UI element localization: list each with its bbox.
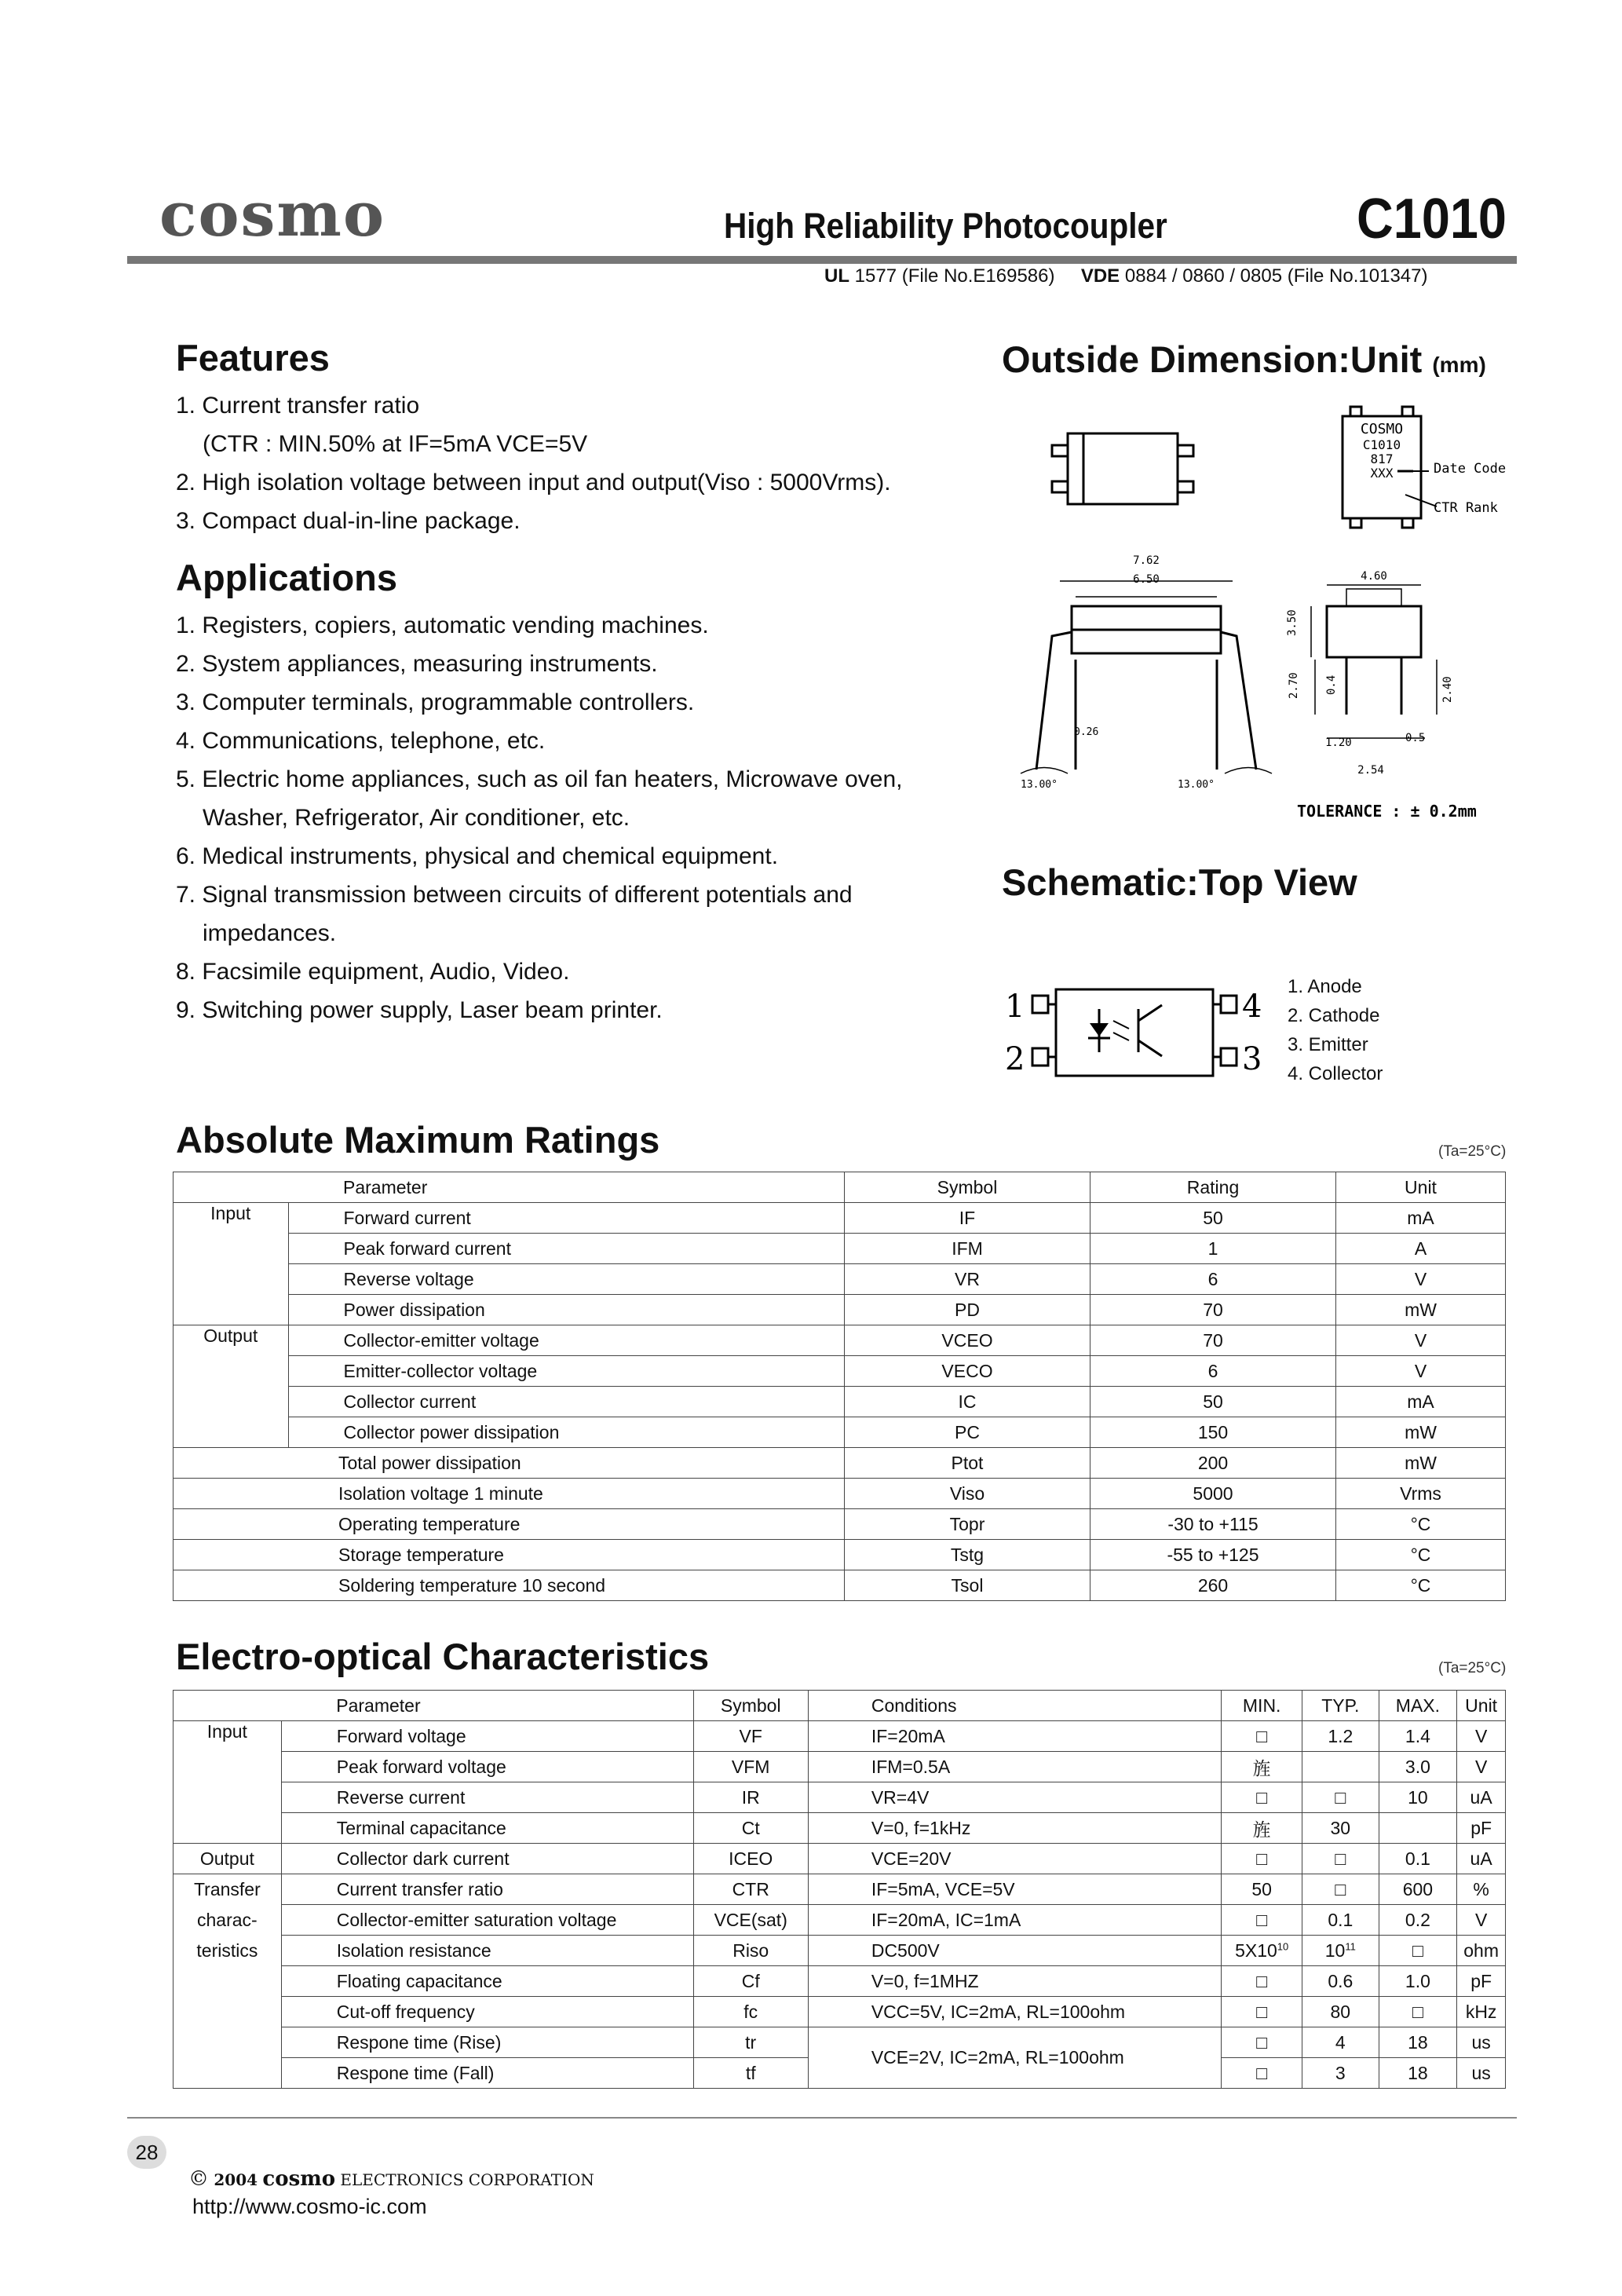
- cell-max: 18: [1379, 2027, 1457, 2058]
- table-row: [174, 1234, 1506, 1264]
- cell-min: □: [1222, 1905, 1302, 1936]
- cell-max: 18: [1379, 2058, 1457, 2089]
- led-diode-icon: [1090, 1023, 1109, 1036]
- cell-conditions: IF=20mA: [808, 1721, 1221, 1752]
- cell-parameter: Soldering temperature 10 second: [174, 1570, 845, 1601]
- cell-min: □: [1222, 1782, 1302, 1813]
- list-item: 4. Collector: [1288, 1063, 1383, 1084]
- col-header-symbol: Symbol: [693, 1691, 808, 1721]
- cell-typ: 1.2: [1302, 1721, 1379, 1752]
- eoc-condition: (Ta=25°C): [1438, 1660, 1507, 1676]
- cell-symbol: Tstg: [845, 1540, 1090, 1570]
- dim-04: 0.4: [1325, 675, 1338, 695]
- cell-min: 旌: [1222, 1813, 1302, 1844]
- cell-typ: □: [1302, 1844, 1379, 1874]
- pin-list: [1288, 972, 1383, 1088]
- col-header-unit: Unit: [1336, 1172, 1506, 1203]
- cell-unit: %: [1457, 1874, 1506, 1905]
- cell-rating: 150: [1090, 1417, 1336, 1448]
- cell-rating: -55 to +125: [1090, 1540, 1336, 1570]
- table-row: [174, 2027, 1506, 2058]
- cell-unit: V: [1336, 1325, 1506, 1356]
- dim-460: 4.60: [1361, 570, 1387, 583]
- cell-parameter: Respone time (Fall): [281, 2058, 693, 2089]
- pin-4-label: 4: [1242, 989, 1262, 1025]
- cell-unit: us: [1457, 2058, 1506, 2089]
- footer-brand: cosmo: [262, 2167, 336, 2191]
- cell-conditions: IFM=0.5A: [808, 1752, 1221, 1782]
- dim-350: 3.50: [1286, 609, 1299, 636]
- cell-rating: 70: [1090, 1295, 1336, 1325]
- cell-min: [1222, 1936, 1302, 1966]
- cell-symbol: Viso: [845, 1479, 1090, 1509]
- cell-conditions: V=0, f=1kHz: [808, 1813, 1221, 1844]
- cell-min-base: 5X10: [1235, 1940, 1277, 1961]
- table-header-row: [174, 1691, 1506, 1721]
- group-output: Output: [174, 1844, 282, 1874]
- cell-parameter: Collector dark current: [281, 1844, 693, 1874]
- dim-05: 0.5: [1405, 732, 1426, 744]
- applications-list: [176, 606, 902, 1029]
- cell-parameter: Isolation resistance: [281, 1936, 693, 1966]
- applications-heading: Applications: [176, 557, 398, 598]
- page-number: 28: [127, 2136, 166, 2169]
- marking-line-3: 817: [1370, 452, 1394, 466]
- cell-typ: [1302, 1752, 1379, 1782]
- col-header-symbol: Symbol: [845, 1172, 1090, 1203]
- table-row: [174, 1540, 1506, 1570]
- col-header-parameter: Parameter: [288, 1172, 845, 1203]
- amr-table: [173, 1172, 1506, 1601]
- package-side-view: [1021, 581, 1272, 773]
- table-header-row: [174, 1172, 1506, 1203]
- cell-typ: 0.6: [1302, 1966, 1379, 1997]
- cell-parameter: Operating temperature: [174, 1509, 845, 1540]
- cell-symbol: VCE(sat): [693, 1905, 808, 1936]
- cell-symbol: VECO: [845, 1356, 1090, 1387]
- table-row: [174, 1203, 1506, 1234]
- table-row: [174, 1782, 1506, 1813]
- table-row: [174, 1844, 1506, 1874]
- features-list: [176, 386, 891, 540]
- group-input: Input: [174, 1721, 282, 1844]
- cell-typ: 80: [1302, 1997, 1379, 2027]
- cell-symbol: ICEO: [693, 1844, 808, 1874]
- cell-symbol: VR: [845, 1264, 1090, 1295]
- cell-rating: 200: [1090, 1448, 1336, 1479]
- table-row: [174, 1813, 1506, 1844]
- cell-typ: □: [1302, 1874, 1379, 1905]
- website-link[interactable]: http://www.cosmo-ic.com: [192, 2195, 427, 2218]
- cell-unit: mW: [1336, 1417, 1506, 1448]
- cell-unit: V: [1457, 1905, 1506, 1936]
- cell-symbol: VFM: [693, 1752, 808, 1782]
- vde-cert: 0884 / 0860 / 0805 (File No.101347): [1124, 265, 1428, 287]
- cell-unit: pF: [1457, 1813, 1506, 1844]
- pin-3-label: 3: [1242, 1041, 1262, 1077]
- table-row: [174, 1936, 1506, 1966]
- table-row: [174, 1448, 1506, 1479]
- cell-conditions: VCE=2V, IC=2mA, RL=100ohm: [808, 2027, 1221, 2089]
- pin-2-label: 2: [1005, 1041, 1025, 1077]
- cell-conditions: DC500V: [808, 1936, 1221, 1966]
- features-heading: Features: [176, 337, 330, 378]
- cell-typ: 3: [1302, 2058, 1379, 2089]
- cell-min: □: [1222, 1997, 1302, 2027]
- cell-max: 1.4: [1379, 1721, 1457, 1752]
- table-row: [174, 1417, 1506, 1448]
- cell-symbol: Riso: [693, 1936, 808, 1966]
- list-item: 1. Current transfer ratio: [176, 393, 420, 419]
- ul-label: UL: [824, 265, 849, 287]
- cell-parameter: Respone time (Rise): [281, 2027, 693, 2058]
- list-item: (CTR : MIN.50% at IF=5mA VCE=5V: [203, 431, 588, 457]
- cell-parameter: Collector current: [288, 1387, 845, 1417]
- cell-parameter: Terminal capacitance: [281, 1813, 693, 1844]
- group-transfer-line-1: Transfer: [193, 1879, 261, 1899]
- cell-rating: 5000: [1090, 1479, 1336, 1509]
- schematic-heading: Schematic:Top View: [1002, 861, 1357, 903]
- cell-typ-base: 10: [1324, 1940, 1346, 1961]
- table-row: [174, 1752, 1506, 1782]
- cell-symbol: Cf: [693, 1966, 808, 1997]
- tolerance-note: TOLERANCE : ± 0.2mm: [1297, 802, 1477, 821]
- header-rule: [127, 256, 1517, 264]
- cell-unit: mW: [1336, 1295, 1506, 1325]
- table-row: [174, 1479, 1506, 1509]
- cell-rating: 50: [1090, 1203, 1336, 1234]
- cell-max: [1379, 1813, 1457, 1844]
- cell-unit: mA: [1336, 1203, 1506, 1234]
- cell-conditions: VR=4V: [808, 1782, 1221, 1813]
- cell-min: □: [1222, 1966, 1302, 1997]
- cell-parameter: Peak forward current: [288, 1234, 845, 1264]
- list-item: Washer, Refrigerator, Air conditioner, etc.: [203, 805, 630, 831]
- cell-unit: pF: [1457, 1966, 1506, 1997]
- copyright-year: 2004: [214, 2170, 258, 2189]
- dim-254: 2.54: [1357, 764, 1384, 777]
- cell-parameter: Cut-off frequency: [281, 1997, 693, 2027]
- group-transfer-line-3: teristics: [196, 1940, 258, 1961]
- list-item: 2. System appliances, measuring instruments.: [176, 651, 658, 677]
- cell-symbol: Topr: [845, 1509, 1090, 1540]
- cell-parameter: Collector-emitter voltage: [288, 1325, 845, 1356]
- cell-max: 10: [1379, 1782, 1457, 1813]
- col-header-typ: TYP.: [1302, 1691, 1379, 1721]
- cell-parameter: Power dissipation: [288, 1295, 845, 1325]
- cell-unit: A: [1336, 1234, 1506, 1264]
- table-row: [174, 1295, 1506, 1325]
- cell-symbol: PD: [845, 1295, 1090, 1325]
- cell-typ: 30: [1302, 1813, 1379, 1844]
- cell-parameter: Forward voltage: [281, 1721, 693, 1752]
- outline-drawing: [997, 400, 1515, 832]
- col-header-rating: Rating: [1090, 1172, 1336, 1203]
- cell-parameter: Current transfer ratio: [281, 1874, 693, 1905]
- cell-unit: ohm: [1457, 1936, 1506, 1966]
- cell-typ: □: [1302, 1782, 1379, 1813]
- table-row: [174, 1874, 1506, 1905]
- angle-left: 13.00°: [1021, 779, 1058, 791]
- cell-min: 50: [1222, 1874, 1302, 1905]
- package-top-view: [1052, 433, 1193, 504]
- cell-min: □: [1222, 1721, 1302, 1752]
- cell-rating: 70: [1090, 1325, 1336, 1356]
- cell-min: □: [1222, 2027, 1302, 2058]
- list-item: 7. Signal transmission between circuits of different potentials and: [176, 882, 853, 908]
- cell-conditions: IF=5mA, VCE=5V: [808, 1874, 1221, 1905]
- table-row: [174, 1509, 1506, 1540]
- list-item: 9. Switching power supply, Laser beam printer.: [176, 997, 663, 1023]
- dim-240: 2.40: [1441, 676, 1454, 703]
- angle-right: 13.00°: [1178, 779, 1215, 791]
- date-code-label: Date Code: [1434, 461, 1507, 477]
- schematic-diagram: [997, 974, 1264, 1091]
- table-row: [174, 1387, 1506, 1417]
- group-transfer-line-2: charac-: [197, 1910, 258, 1930]
- cell-unit: V: [1336, 1264, 1506, 1295]
- cell-parameter: Collector power dissipation: [288, 1417, 845, 1448]
- cell-symbol: tr: [693, 2027, 808, 2058]
- outline-heading: [1002, 338, 1486, 381]
- cell-max: 600: [1379, 1874, 1457, 1905]
- cell-unit: uA: [1457, 1782, 1506, 1813]
- cell-parameter: Reverse voltage: [288, 1264, 845, 1295]
- cell-conditions: IF=20mA, IC=1mA: [808, 1905, 1221, 1936]
- cell-unit: mA: [1336, 1387, 1506, 1417]
- outline-heading-text: Outside Dimension:Unit: [1002, 338, 1423, 380]
- list-item: impedances.: [203, 920, 337, 946]
- list-item: 2. Cathode: [1288, 1005, 1380, 1026]
- cell-unit: mW: [1336, 1448, 1506, 1479]
- cell-rating: 50: [1090, 1387, 1336, 1417]
- cell-symbol: IF: [845, 1203, 1090, 1234]
- cell-symbol: Tsol: [845, 1570, 1090, 1601]
- dim-650: 6.50: [1133, 573, 1160, 586]
- dim-270: 2.70: [1288, 672, 1300, 699]
- cell-max: □: [1379, 1936, 1457, 1966]
- footer-rule: [127, 2117, 1517, 2119]
- package-end-view: [1311, 585, 1437, 738]
- footer-company: ELECTRONICS CORPORATION: [340, 2170, 594, 2189]
- cell-rating: 6: [1090, 1356, 1336, 1387]
- table-row: [174, 1966, 1506, 1997]
- cell-parameter: Collector-emitter saturation voltage: [281, 1905, 693, 1936]
- cell-unit: V: [1457, 1721, 1506, 1752]
- cell-symbol: tf: [693, 2058, 808, 2089]
- list-item: 6. Medical instruments, physical and chemical equipment.: [176, 843, 779, 869]
- copyright: [188, 2167, 594, 2191]
- cell-max: 1.0: [1379, 1966, 1457, 1997]
- cell-symbol: IC: [845, 1387, 1090, 1417]
- cell-rating: -30 to +115: [1090, 1509, 1336, 1540]
- cell-unit: V: [1457, 1752, 1506, 1782]
- cell-unit: V: [1336, 1356, 1506, 1387]
- marking-line-4: XXX: [1370, 466, 1394, 481]
- cell-symbol: fc: [693, 1997, 808, 2027]
- cell-symbol: CTR: [693, 1874, 808, 1905]
- col-header-min: MIN.: [1222, 1691, 1302, 1721]
- cell-max: 0.2: [1379, 1905, 1457, 1936]
- list-item: 2. High isolation voltage between input and output(Viso : 5000Vrms).: [176, 470, 891, 495]
- certifications: [824, 265, 1427, 287]
- cell-conditions: V=0, f=1MHZ: [808, 1966, 1221, 1997]
- company-logo: cosmo: [159, 179, 385, 250]
- table-row: [174, 1570, 1506, 1601]
- cell-typ: 0.1: [1302, 1905, 1379, 1936]
- cell-parameter: Forward current: [288, 1203, 845, 1234]
- list-item: 5. Electric home appliances, such as oil fan heaters, Microwave oven,: [176, 766, 903, 792]
- cell-unit: uA: [1457, 1844, 1506, 1874]
- ul-cert: 1577 (File No.E169586): [854, 265, 1055, 287]
- cell-unit: °C: [1336, 1540, 1506, 1570]
- cell-parameter: Storage temperature: [174, 1540, 845, 1570]
- outline-unit: (mm): [1432, 353, 1486, 377]
- cell-min: 旌: [1222, 1752, 1302, 1782]
- dim-026: 0.26: [1074, 726, 1099, 738]
- table-row: [174, 1356, 1506, 1387]
- cell-min: □: [1222, 1844, 1302, 1874]
- cell-parameter: Total power dissipation: [174, 1448, 845, 1479]
- col-header-unit: Unit: [1457, 1691, 1506, 1721]
- cell-parameter: Peak forward voltage: [281, 1752, 693, 1782]
- document-title: High Reliability Photocoupler: [724, 206, 1167, 246]
- list-item: 8. Facsimile equipment, Audio, Video.: [176, 959, 570, 985]
- cell-typ-exponent: 11: [1345, 1940, 1356, 1952]
- group-input: Input: [174, 1203, 289, 1325]
- cell-min-exponent: 10: [1277, 1940, 1289, 1952]
- cell-symbol: PC: [845, 1417, 1090, 1448]
- col-header-conditions: Conditions: [808, 1691, 1221, 1721]
- cell-symbol: VF: [693, 1721, 808, 1752]
- cell-typ: [1302, 1936, 1379, 1966]
- marking-line-2: C1010: [1362, 437, 1401, 452]
- cell-unit: Vrms: [1336, 1479, 1506, 1509]
- part-number: C1010: [1357, 188, 1507, 250]
- cell-max: 0.1: [1379, 1844, 1457, 1874]
- amr-condition: (Ta=25°C): [1438, 1143, 1507, 1160]
- group-output: Output: [174, 1325, 289, 1448]
- eoc-table: [173, 1690, 1506, 2089]
- pin-1-label: 1: [1005, 989, 1025, 1025]
- cell-unit: us: [1457, 2027, 1506, 2058]
- list-item: 1. Anode: [1288, 976, 1362, 997]
- ctr-rank-label: CTR Rank: [1434, 500, 1498, 516]
- table-row: [174, 1997, 1506, 2027]
- dim-120: 1.20: [1325, 737, 1352, 749]
- cell-rating: 6: [1090, 1264, 1336, 1295]
- cell-symbol: IR: [693, 1782, 808, 1813]
- table-row: [174, 1264, 1506, 1295]
- list-item: 4. Communications, telephone, etc.: [176, 728, 546, 754]
- cell-parameter: Floating capacitance: [281, 1966, 693, 1997]
- cell-symbol: IFM: [845, 1234, 1090, 1264]
- table-row: [174, 1325, 1506, 1356]
- eoc-heading: Electro-optical Characteristics: [176, 1636, 710, 1677]
- cell-rating: 260: [1090, 1570, 1336, 1601]
- list-item: 3. Emitter: [1288, 1034, 1368, 1055]
- table-row: [174, 1721, 1506, 1752]
- cell-parameter: Emitter-collector voltage: [288, 1356, 845, 1387]
- cell-unit: °C: [1336, 1509, 1506, 1540]
- dim-762: 7.62: [1133, 554, 1160, 567]
- cell-conditions: VCC=5V, IC=2mA, RL=100ohm: [808, 1997, 1221, 2027]
- cell-typ: 4: [1302, 2027, 1379, 2058]
- table-row: [174, 1905, 1506, 1936]
- cell-conditions: VCE=20V: [808, 1844, 1221, 1874]
- list-item: 3. Computer terminals, programmable controllers.: [176, 689, 695, 715]
- cell-max: 3.0: [1379, 1752, 1457, 1782]
- list-item: 1. Registers, copiers, automatic vending machines.: [176, 612, 709, 638]
- cell-parameter: Reverse current: [281, 1782, 693, 1813]
- cell-symbol: VCEO: [845, 1325, 1090, 1356]
- col-header-parameter: Parameter: [281, 1691, 693, 1721]
- group-transfer: [174, 1874, 282, 2089]
- cell-rating: 1: [1090, 1234, 1336, 1264]
- vde-label: VDE: [1080, 265, 1120, 287]
- cell-parameter: Isolation voltage 1 minute: [174, 1479, 845, 1509]
- marking-line-1: COSMO: [1360, 421, 1404, 437]
- cell-unit: kHz: [1457, 1997, 1506, 2027]
- copyright-icon: ©: [188, 2167, 209, 2191]
- col-header-max: MAX.: [1379, 1691, 1457, 1721]
- cell-unit: °C: [1336, 1570, 1506, 1601]
- amr-heading: Absolute Maximum Ratings: [176, 1119, 660, 1161]
- cell-max: □: [1379, 1997, 1457, 2027]
- list-item: 3. Compact dual-in-line package.: [176, 508, 521, 534]
- cell-symbol: Ct: [693, 1813, 808, 1844]
- cell-symbol: Ptot: [845, 1448, 1090, 1479]
- cell-min: □: [1222, 2058, 1302, 2089]
